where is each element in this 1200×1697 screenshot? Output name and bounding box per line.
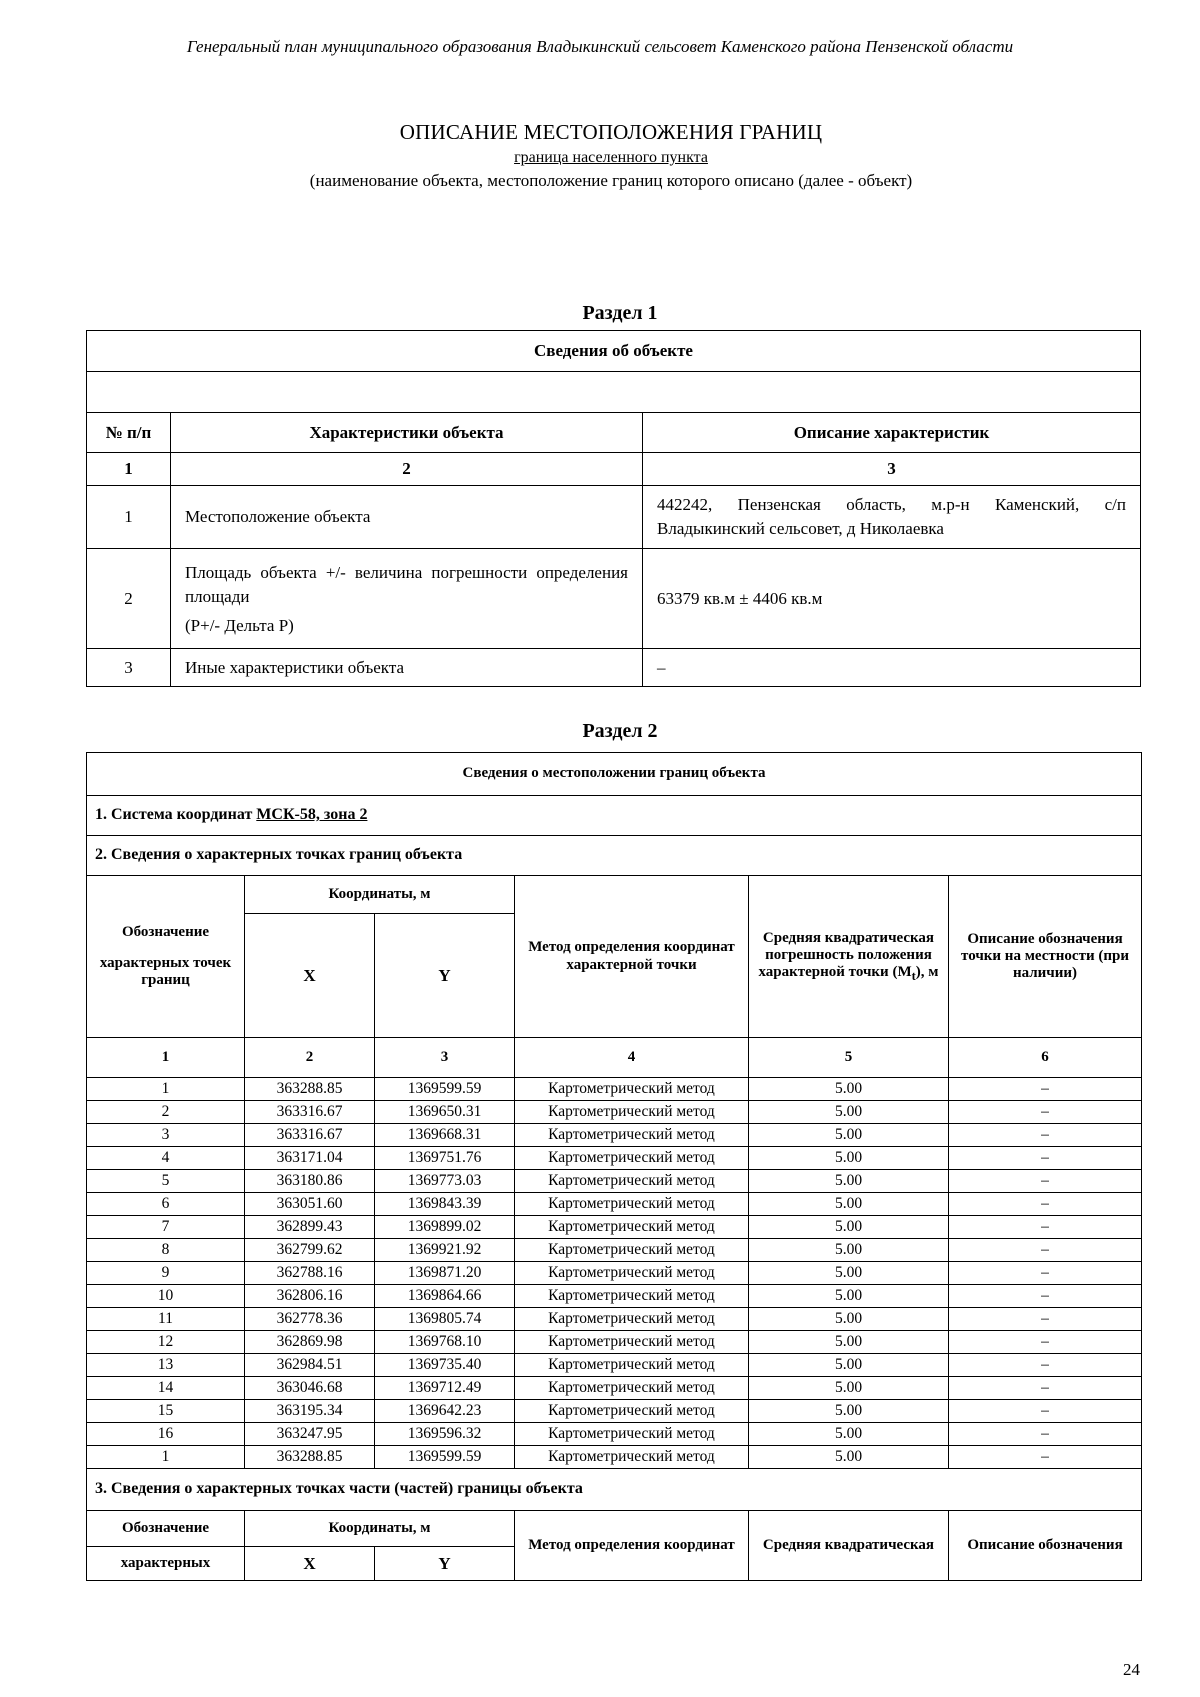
running-header: Генеральный план муниципального образования Владыкинский сельсовет Каменского района Пензенской области (186, 37, 1014, 56)
point-description-cell: – (949, 1354, 1142, 1377)
characteristic-text: Площадь объекта +/- величина погрешности определения площади (185, 562, 628, 606)
error-cell: 5.00 (749, 1124, 949, 1147)
section1-heading: Раздел 1 (582, 302, 658, 324)
y-coordinate-cell: 1369843.39 (375, 1193, 515, 1216)
y-coordinate-cell: 1369735.40 (375, 1354, 515, 1377)
description-cell: 442242, Пензенская область, м.р-н Каменский, с/п Владыкинский сельсовет, д Николаевка (643, 486, 1141, 549)
parts-x-header: X (245, 1547, 375, 1581)
error-cell: 5.00 (749, 1262, 949, 1285)
table-row (87, 486, 1141, 549)
table-row (87, 1377, 1142, 1400)
table-row (87, 1354, 1142, 1377)
point-id-cell: 8 (87, 1239, 245, 1262)
parts-description-header: Описание обозначения (949, 1511, 1142, 1581)
y-coordinate-cell: 1369599.59 (375, 1078, 515, 1101)
point-id-cell: 2 (87, 1101, 245, 1124)
error-cell: 5.00 (749, 1078, 949, 1101)
table-row (87, 549, 1141, 649)
method-cell: Картометрический метод (515, 1377, 749, 1400)
point-id-cell: 14 (87, 1377, 245, 1400)
error-cell: 5.00 (749, 1308, 949, 1331)
error-cell: 5.00 (749, 1239, 949, 1262)
x-coordinate-cell: 363046.68 (245, 1377, 375, 1400)
method-cell: Картометрический метод (515, 1446, 749, 1469)
description-cell: – (643, 649, 1141, 687)
designation-header-line1: Обозначение (121, 923, 210, 940)
point-id-cell: 12 (87, 1331, 245, 1354)
parts-y-header: Y (375, 1547, 515, 1581)
method-cell: Картометрический метод (515, 1078, 749, 1101)
table-row (87, 1147, 1142, 1170)
table-row (87, 649, 1141, 687)
method-cell: Картометрический метод (515, 1331, 749, 1354)
point-description-cell: – (949, 1147, 1142, 1170)
table-row (87, 1193, 1142, 1216)
row-number: 1 (87, 486, 171, 549)
x-coordinate-cell: 362799.62 (245, 1239, 375, 1262)
coord-system-label: 1. Система координат (95, 806, 253, 824)
point-description-cell: – (949, 1124, 1142, 1147)
col-number: 1 (87, 1038, 245, 1078)
designation-header (87, 876, 245, 1038)
parts-designation-header-2: характерных (87, 1547, 245, 1581)
point-description-cell: – (949, 1101, 1142, 1124)
error-cell: 5.00 (749, 1423, 949, 1446)
table-row (87, 1124, 1142, 1147)
col-number: 2 (171, 453, 643, 486)
page-number: 24 (1123, 1660, 1140, 1679)
coordinates-header: Координаты, м (245, 876, 515, 914)
point-id-cell: 11 (87, 1308, 245, 1331)
characteristic-cell: Местоположение объекта (171, 486, 643, 549)
point-description-cell: – (949, 1331, 1142, 1354)
section2-heading: Раздел 2 (582, 720, 658, 742)
point-description-cell: – (949, 1446, 1142, 1469)
empty-row (87, 372, 1141, 413)
characteristic-note: (Р+/- Дельта Р) (185, 616, 294, 636)
x-coordinate-cell: 362984.51 (245, 1354, 375, 1377)
y-coordinate-cell: 1369773.03 (375, 1170, 515, 1193)
error-cell: 5.00 (749, 1377, 949, 1400)
object-name: граница населенного пункта (514, 149, 708, 166)
point-description-cell: – (949, 1423, 1142, 1446)
object-caption: (наименование объекта, местоположение границ которого описано (далее - объект) (309, 171, 913, 190)
characteristic-cell (171, 549, 643, 649)
point-description-cell: – (949, 1239, 1142, 1262)
title-block (0, 120, 1200, 191)
point-id-cell: 5 (87, 1170, 245, 1193)
x-coordinate-cell: 363171.04 (245, 1147, 375, 1170)
error-header-sub: t (911, 969, 916, 984)
row-number: 2 (87, 549, 171, 649)
table-row (87, 1308, 1142, 1331)
y-coordinate-cell: 1369899.02 (375, 1216, 515, 1239)
table-row (87, 1239, 1142, 1262)
designation-header-line2: характерных точек границ (99, 954, 232, 989)
x-coordinate-cell: 363316.67 (245, 1124, 375, 1147)
parts-section-title: 3. Сведения о характерных точках части (частей) границы объекта (87, 1469, 1142, 1511)
col-number: 6 (949, 1038, 1142, 1078)
point-id-cell: 15 (87, 1400, 245, 1423)
col-number: 5 (749, 1038, 949, 1078)
boundary-table-title: Сведения о местоположении границ объекта (87, 753, 1142, 796)
boundary-points-table (86, 752, 1142, 1581)
method-cell: Картометрический метод (515, 1124, 749, 1147)
coord-system-value: МСК-58, зона 2 (256, 806, 368, 824)
parts-method-header: Метод определения координат (515, 1511, 749, 1581)
y-coordinate-cell: 1369768.10 (375, 1331, 515, 1354)
table-row (87, 1078, 1142, 1101)
parts-coordinates-header: Координаты, м (245, 1511, 515, 1547)
error-cell: 5.00 (749, 1193, 949, 1216)
parts-error-header: Средняя квадратическая (749, 1511, 949, 1581)
y-coordinate-cell: 1369650.31 (375, 1101, 515, 1124)
x-coordinate-cell: 363247.95 (245, 1423, 375, 1446)
object-info-table (86, 330, 1141, 687)
point-id-cell: 16 (87, 1423, 245, 1446)
method-header: Метод определения координат характерной точки (515, 876, 749, 1038)
point-description-cell: – (949, 1262, 1142, 1285)
y-coordinate-cell: 1369596.32 (375, 1423, 515, 1446)
method-cell: Картометрический метод (515, 1400, 749, 1423)
table-row (87, 1216, 1142, 1239)
error-cell: 5.00 (749, 1285, 949, 1308)
table-row (87, 1101, 1142, 1124)
point-description-cell: – (949, 1078, 1142, 1101)
x-coordinate-cell: 363051.60 (245, 1193, 375, 1216)
y-coordinate-cell: 1369751.76 (375, 1147, 515, 1170)
point-id-cell: 1 (87, 1446, 245, 1469)
table-row (87, 1262, 1142, 1285)
method-cell: Картометрический метод (515, 1193, 749, 1216)
points-section-title: 2. Сведения о характерных точках границ объекта (87, 836, 1142, 876)
coord-system-row (87, 796, 1142, 836)
table-row (87, 1423, 1142, 1446)
y-coordinate-cell: 1369668.31 (375, 1124, 515, 1147)
method-cell: Картометрический метод (515, 1216, 749, 1239)
x-header: X (245, 914, 375, 1038)
method-cell: Картометрический метод (515, 1170, 749, 1193)
error-header (749, 876, 949, 1038)
x-coordinate-cell: 363180.86 (245, 1170, 375, 1193)
error-cell: 5.00 (749, 1354, 949, 1377)
error-header-suffix: ), м (915, 964, 939, 981)
y-coordinate-cell: 1369805.74 (375, 1308, 515, 1331)
col-number: 3 (375, 1038, 515, 1078)
point-description-cell: – (949, 1377, 1142, 1400)
y-coordinate-cell: 1369599.59 (375, 1446, 515, 1469)
col-header-description: Описание характеристик (643, 413, 1141, 453)
error-header-text: Средняя квадратическая погрешность положения характерной точки (M (758, 929, 935, 981)
table-row (87, 1400, 1142, 1423)
x-coordinate-cell: 362778.36 (245, 1308, 375, 1331)
point-id-cell: 3 (87, 1124, 245, 1147)
method-cell: Картометрический метод (515, 1423, 749, 1446)
y-header: Y (375, 914, 515, 1038)
error-cell: 5.00 (749, 1331, 949, 1354)
method-cell: Картометрический метод (515, 1262, 749, 1285)
characteristic-cell: Иные характеристики объекта (171, 649, 643, 687)
point-description-cell: – (949, 1216, 1142, 1239)
table-row (87, 1170, 1142, 1193)
table-row (87, 1446, 1142, 1469)
row-number: 3 (87, 649, 171, 687)
parts-designation-header: Обозначение (87, 1511, 245, 1547)
y-coordinate-cell: 1369642.23 (375, 1400, 515, 1423)
error-cell: 5.00 (749, 1400, 949, 1423)
point-description-cell: – (949, 1400, 1142, 1423)
x-coordinate-cell: 362788.16 (245, 1262, 375, 1285)
x-coordinate-cell: 362899.43 (245, 1216, 375, 1239)
point-id-cell: 13 (87, 1354, 245, 1377)
object-info-title: Сведения об объекте (87, 331, 1141, 372)
y-coordinate-cell: 1369921.92 (375, 1239, 515, 1262)
col-number: 4 (515, 1038, 749, 1078)
method-cell: Картометрический метод (515, 1239, 749, 1262)
point-id-cell: 9 (87, 1262, 245, 1285)
col-header-characteristic: Характеристики объекта (171, 413, 643, 453)
method-cell: Картометрический метод (515, 1308, 749, 1331)
point-id-cell: 4 (87, 1147, 245, 1170)
error-cell: 5.00 (749, 1147, 949, 1170)
point-id-cell: 7 (87, 1216, 245, 1239)
x-coordinate-cell: 362806.16 (245, 1285, 375, 1308)
point-id-cell: 1 (87, 1078, 245, 1101)
error-cell: 5.00 (749, 1446, 949, 1469)
error-cell: 5.00 (749, 1216, 949, 1239)
point-description-cell: – (949, 1308, 1142, 1331)
x-coordinate-cell: 363316.67 (245, 1101, 375, 1124)
x-coordinate-cell: 362869.98 (245, 1331, 375, 1354)
error-cell: 5.00 (749, 1170, 949, 1193)
point-description-header: Описание обозначения точки на местности (при наличии) (949, 876, 1142, 1038)
y-coordinate-cell: 1369871.20 (375, 1262, 515, 1285)
document-title: ОПИСАНИЕ МЕСТОПОЛОЖЕНИЯ ГРАНИЦ (399, 120, 823, 144)
x-coordinate-cell: 363288.85 (245, 1446, 375, 1469)
point-description-cell: – (949, 1193, 1142, 1216)
col-number: 1 (87, 453, 171, 486)
col-header-number: № п/п (87, 413, 171, 453)
method-cell: Картометрический метод (515, 1285, 749, 1308)
point-id-cell: 10 (87, 1285, 245, 1308)
error-cell: 5.00 (749, 1101, 949, 1124)
x-coordinate-cell: 363288.85 (245, 1078, 375, 1101)
point-description-cell: – (949, 1285, 1142, 1308)
method-cell: Картометрический метод (515, 1354, 749, 1377)
description-cell: 63379 кв.м ± 4406 кв.м (643, 549, 1141, 649)
y-coordinate-cell: 1369712.49 (375, 1377, 515, 1400)
y-coordinate-cell: 1369864.66 (375, 1285, 515, 1308)
col-number: 3 (643, 453, 1141, 486)
table-row (87, 1285, 1142, 1308)
col-number: 2 (245, 1038, 375, 1078)
point-description-cell: – (949, 1170, 1142, 1193)
x-coordinate-cell: 363195.34 (245, 1400, 375, 1423)
method-cell: Картометрический метод (515, 1147, 749, 1170)
point-id-cell: 6 (87, 1193, 245, 1216)
table-row (87, 1331, 1142, 1354)
method-cell: Картометрический метод (515, 1101, 749, 1124)
